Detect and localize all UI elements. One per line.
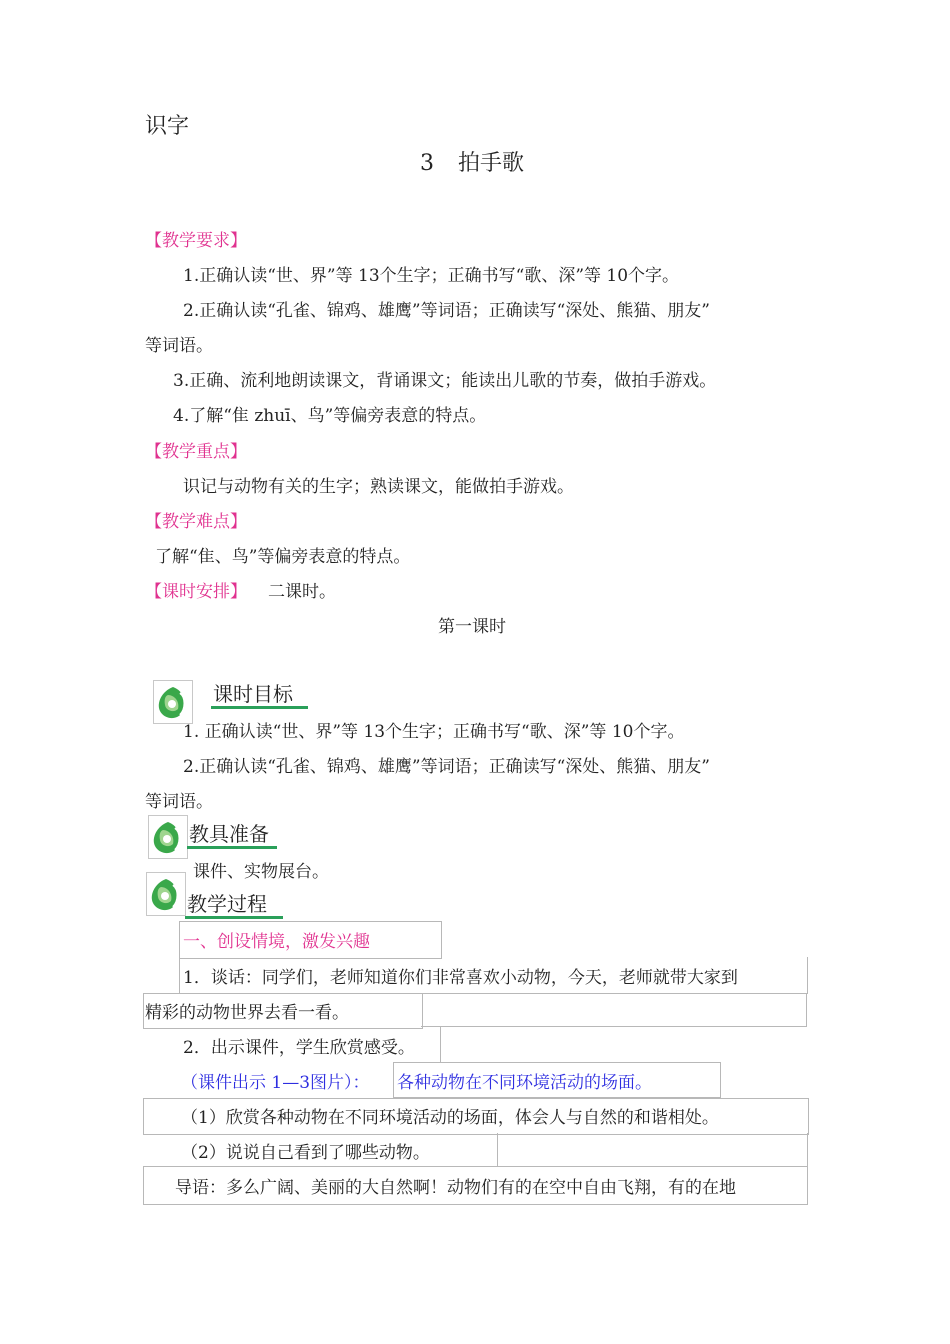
requirement-item: 2.正确认读“孔雀、锦鸡、雄鹰”等词语；正确读写“深处、熊猫、朋友” — [183, 301, 710, 321]
requirement-item: 1.正确认读“世、界”等 13个生字；正确书写“歌、深”等 10个字。 — [183, 266, 680, 286]
requirements-label: 【教学要求】 — [145, 231, 247, 251]
key-points-text: 识记与动物有关的生字；熟读课文，能做拍手游戏。 — [183, 477, 574, 497]
text-frame — [497, 1133, 808, 1167]
schedule-label: 【课时安排】 — [145, 582, 247, 602]
talk-line-continued: 精彩的动物世界去看一看。 — [145, 1003, 349, 1023]
goal-item: 1. 正确认读“世、界”等 13个生字；正确书写“歌、深”等 10个字。 — [183, 722, 685, 742]
prep-title: 教具准备 — [189, 822, 269, 846]
difficulties-text: 了解“隹、鸟”等偏旁表意的特点。 — [155, 547, 411, 567]
process-title: 教学过程 — [187, 892, 267, 916]
leaf-speaker-icon — [146, 872, 186, 916]
sub-item: （2）说说自己看到了哪些动物。 — [181, 1143, 430, 1163]
prep-text: 课件、实物展台。 — [193, 862, 329, 882]
requirement-item: 4.了解“隹 zhuī、鸟”等偏旁表意的特点。 — [173, 406, 487, 426]
courseware-text: 各种动物在不同环境活动的场面。 — [397, 1073, 652, 1093]
key-points-label: 【教学重点】 — [145, 442, 247, 462]
text-frame-divider — [440, 1027, 441, 1063]
period-title: 第一课时 — [438, 617, 506, 637]
lesson-number: 3 — [420, 151, 434, 176]
difficulties-label: 【教学难点】 — [145, 512, 247, 532]
goal-item: 2.正确认读“孔雀、锦鸡、雄鹰”等词语；正确读写“深处、熊猫、朋友” — [183, 757, 710, 777]
sub-item: （1）欣赏各种动物在不同环境活动的场面，体会人与自然的和谐相处。 — [181, 1108, 719, 1128]
step1-heading: 一、创设情境，激发兴趣 — [183, 932, 370, 952]
show-line: 2．出示课件，学生欣赏感受。 — [183, 1038, 415, 1058]
leaf-speaker-icon — [148, 815, 188, 859]
category-heading: 识字 — [145, 114, 190, 139]
requirement-item-continued: 等词语。 — [145, 336, 213, 356]
leaf-speaker-icon — [153, 680, 193, 724]
requirement-item: 3.正确、流利地朗读课文，背诵课文；能读出儿歌的节奏，做拍手游戏。 — [173, 371, 717, 391]
process-title-underline — [185, 916, 283, 919]
courseware-label: （课件出示 1—3图片）： — [181, 1073, 370, 1093]
lesson-title: 拍手歌 — [458, 151, 525, 176]
prep-title-underline — [187, 846, 277, 849]
goals-title: 课时目标 — [213, 682, 293, 706]
schedule-text: 二课时。 — [268, 582, 336, 602]
talk-line: 1．谈话：同学们，老师知道你们非常喜欢小动物，今天，老师就带大家到 — [183, 968, 738, 988]
goals-title-underline — [211, 706, 308, 709]
guide-line: 导语：多么广阔、美丽的大自然啊！动物们有的在空中自由飞翔，有的在地 — [175, 1178, 736, 1198]
text-frame — [421, 993, 807, 1027]
goal-item-continued: 等词语。 — [145, 792, 213, 812]
